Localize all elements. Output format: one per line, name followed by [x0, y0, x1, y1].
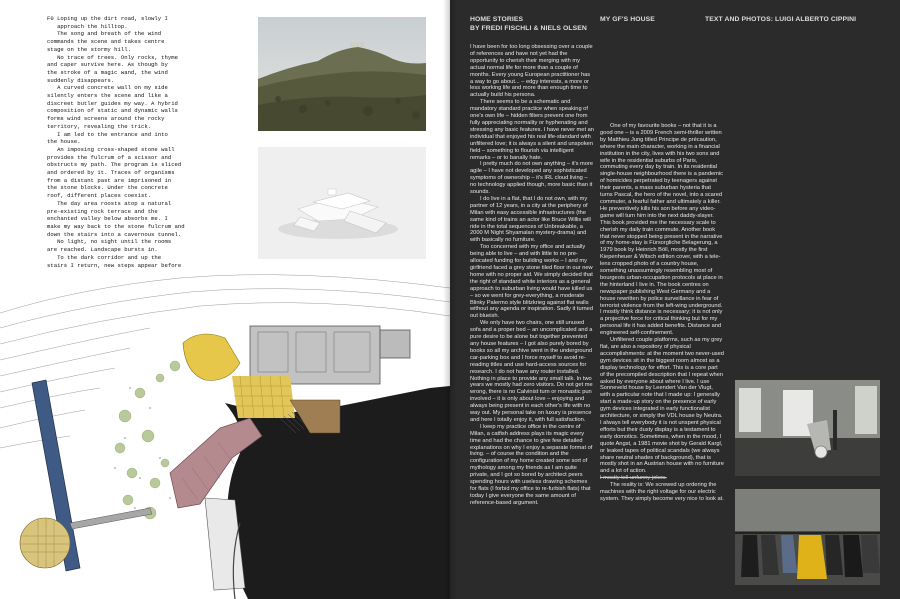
paragraph: I have been for too long obsessing over a couple of references and have not yet had the opportunity to cherish their merging with my actual normal life for more than a couple of months. Every young European practitioner has a way to go about... – edgy interests, a more or less working life and more than enough time to actually build his persona.: [470, 44, 593, 99]
paragraph: There seems to be a schematic and mandatory standard practice when speaking of one's own life – hidden filters prevent one from fully appreciating normality or hyphenating and stressing any basic features. I have never met an individual that enjoyed his real life-standard with unfiltered love; it is always a silent and unspoken field – something to flourish via intelligent remarks – or to banally hate.: [470, 99, 594, 161]
paragraph: I do live in a flat, that I do not own, with my partner of 12 years, in a city at the periphery of Milan with easy accessible infrastructures (the same kind of trains an actor like Bruce Willis will ride in the total sequences of Unbreakable, a 2000 M Night Shyamalan mystery-drama) and with basically no furniture.: [470, 195, 591, 244]
gym-room-photo: [735, 380, 880, 476]
paragraph: We only have two chairs, one still unused sofa and a proper bed – an uncomplicated and a pure desire to be alone but together prevented any house features – I got also purely bored by books so all my archive went in the underground car-parking box and I force myself to avoid re-reading titles and use hard-access sources for research. I do not have any router installed. Nothing in place to provide any small talk. In two years we mostly had zero visitors. Do not get me wrong, there is no Calvinist turn or monastic pun involved – it is only about love – enjoying and always being present in each other's life with no way out. My personal take on luxury is presence and here I totally enjoy it, with full satisfaction.: [470, 320, 593, 423]
paragraph: I keep my practice office in the centre of Milan, a catfish address plays its magic every time and had the chance to give few detailed explanations on why I enjoy a separate format of living. – of course the condition and the configuration of my home created some sort of mythology among my friends as I am quite private, and I got so bored by architect peers spending hours with useless drawing schemes for flats (I forbid my office to re-furbish flats) that today I give everyone the same amount of reference-based argument.: [470, 423, 593, 506]
floor-plan-drawing: [0, 268, 450, 599]
section-header-left: [470, 16, 587, 33]
paragraph: Unfiltered couple platforms, such as my grey flat, are also a repository of physical accomplishments: at the moment two never-used gym devices sit in the biggest room almost as a display technology for effort. This is a core part of the precompiled description that I repeat when asked by everyone about where I live. I use Sonneveld house by Leendert Van der Vlugt, with a particular note that I made up: I generally start a made-up story on the presence of early gym devices integrated in early functionalist architecture, or simply the VDL house by Neutra. I always tell everybody it is not unspent physical efforts but their dusty display is a testament to early domotics. Sometimes, when in the mood, I quote Angst, a 1981 movie shot by Gerald Kargl, or leaked tapes of political scandals (we always share neutral shades of background), that is mostly shot in an Austrian house with no furniture and a lot of action.: [600, 337, 724, 475]
paragraph: One of my favourite books – not that it is a good one – is a 2009 French semi-thriller written by Matthieu Jung titled Principe de précaution, where the main character, working in a financial institution in the city, lives with his two sons and wife in the residential suburbs of Paris, commuting every day by train. In its residential single-house neighbourhood there is a pandemic of homicides perpetrated by teenagers against their parents, a mass suburban hysteria that turns Pascal, the hero of the novel, into a scared commuter, a fearful father and ultimately a killer. He preventively kills his son before any video-game will turn him into the next daddy-slayer. This book provided me the necessary scale to cherish my daily train commute. Another book that never stopped being present in the narrative of my home-stay is Fürsorgliche Belagerung, a 1979 book by Heinrich Böll, mostly the first Kiepenheuer & Witsch edition cover, with a tele-lens cropped photo of a country house, something unassumingly resembling most of bourgeois urban-occupation protocols at place in the hinterland I live in. The book centres on newspaper publishing West Germany and a house rewritten by police surveillance in fear of terrorist violence from the left-wing underground. I mostly think distance is necessary; it is not only a projective force for critical thinking but for my personal life it has added benefits. Distance and engineered self-confinement.: [600, 123, 723, 337]
text-column-2: [600, 123, 724, 596]
typewriter-text-column: F0 Loping up the dirt road, slowly I approach the hilltop. The song and breath of the wind commands the scene and takes centre stage on the stormy hill. No trace of trees. Only rocks, thyme and caper survive here. As though by the stroke of a magic wand, the wind suddenly disappears. A curved concrete wall on my side silently enters the scene and like a discreet butler guides my way. A hybrid composition of static and dynamic walls forms wind screens around the rocky territory, revealing the trick. I am led to the entrance and into the house. An imposing cross-shaped stone wall provides the fulcrum of a scissor and obstructs my path. The program is sliced and ordered by it. Traces of organisms from a distant past are imprisoned in the stone blocks. Under the concrete roof, different places coexist. The day area roosts atop a natural pre-existing rock terrace and the enchanted valley below absorbs me. I make my way back to the stone fulcrum and down the stairs into a cavernous tunnel. No light, no sight until the rooms are reached. Landscape bursts in. To the dark corridor and up the stairs I return, new steps appear before: [47, 15, 185, 269]
text-column-1: [470, 44, 594, 596]
architecture-model-photo: [258, 147, 426, 259]
section-authors: BY FREDI FISCHLI & NIELS OLSEN: [470, 24, 587, 32]
paragraph: I pretty much do not own anything – it's more agile – I have not developed any sophisticated symptoms of ownership – it's IRL cloud living – no technology applied though, more basic than it sounds.: [470, 161, 593, 196]
paragraph: Too concerned with my office and actually being able to live – and with little to no pre-allocated funding for building works – I and my girlfriend faced a grey stone tiled floor in our new home with no proper aid. We simply decided that the right of standard white interiors as a general approach to suburban living would have killed us – so we went for grey-everything, a moderate Blinky Palermo style blitzkrieg against flat walls without any agenda or inspiration. Sadly it turned out blueish.: [470, 244, 593, 320]
section-title: HOME STORIES: [470, 16, 524, 23]
article-title: MY GF'S HOUSE: [600, 16, 655, 23]
strikethrough-text: I mostly tell unfunny jokes.: [600, 475, 667, 482]
hillside-photo: [258, 17, 426, 131]
article-credits: TEXT AND PHOTOS: LUIGI ALBERTO CIPPINI: [705, 16, 857, 23]
wardrobe-photo: [735, 489, 880, 585]
paragraph: The reality is: We screwed up ordering the machines with the right voltage for our electric system. They simply become very nice to look at.: [600, 482, 724, 502]
